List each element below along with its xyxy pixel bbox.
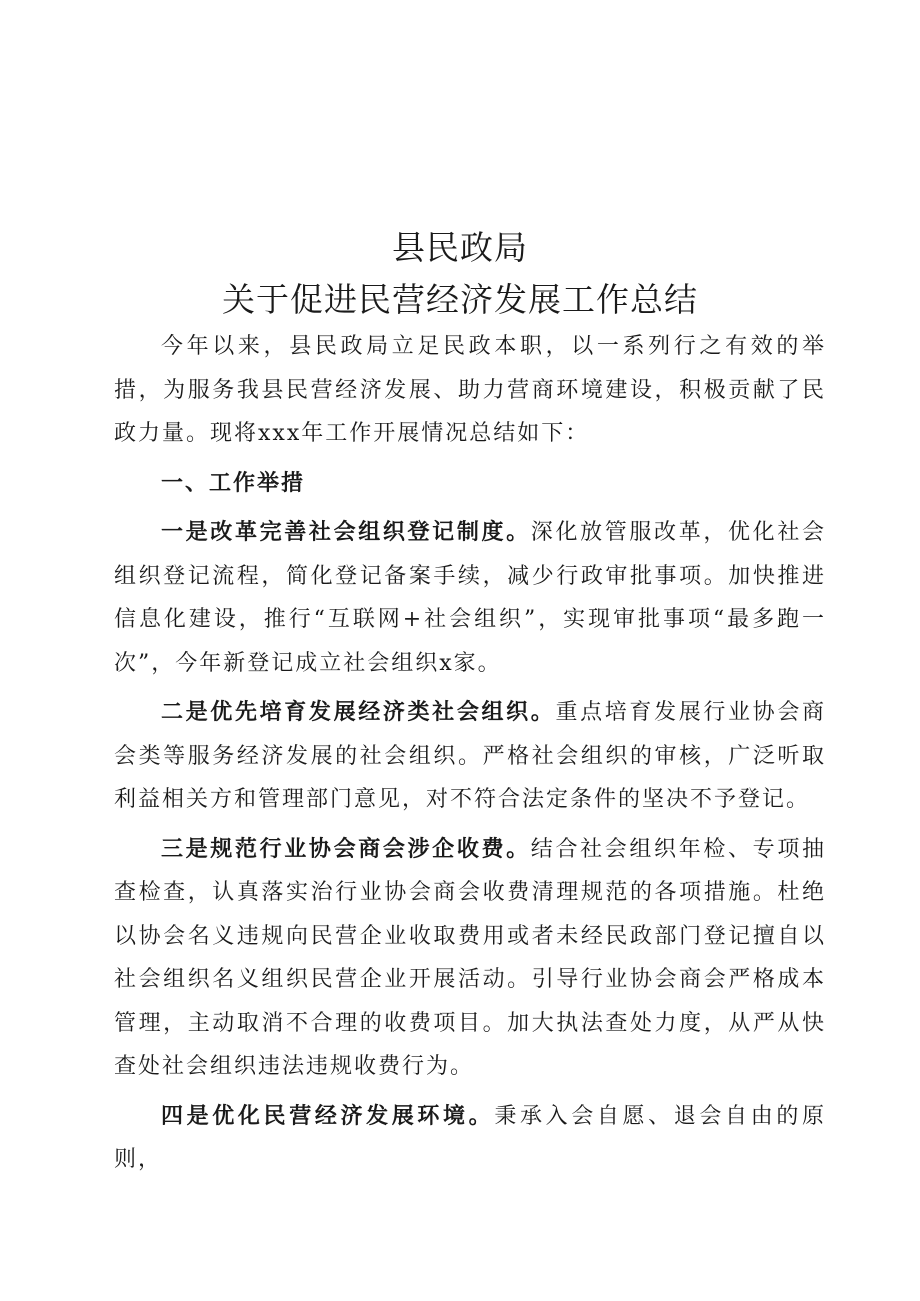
section-heading: 一、工作举措 xyxy=(161,469,306,496)
item-text: 结合社会组织年检、专项抽查检查，认真落实治行业协会商会收费清理规范的各项措施。杜绝以协会名义违规向民营企业收取费用或者未经民政部门登记擅自以社会组织名义组织民营企业开展活动。引导行业协会商会严格成本管理，主动取消不合理的收费项目。加大执法查处力度，从严从快查处社会组织违法违规收费行为。 xyxy=(114,836,826,1079)
title-line-1: 县民政局 xyxy=(392,228,528,267)
title-line-2: 关于促进民营经济发展工作总结 xyxy=(222,280,698,319)
intro-paragraph: 今年以来，县民政局立足民政本职，以一系列行之有效的举措，为服务我县民营经济发展、助力营商环境建设，积极贡献了民政力量。现将xxx年工作开展情况总结如下： xyxy=(114,334,826,446)
item-paragraph xyxy=(114,828,826,1089)
item-paragraph xyxy=(114,511,826,685)
item-lead: 四是优化民营经济发展环境。 xyxy=(161,1102,495,1129)
item-paragraph xyxy=(114,691,826,822)
item-text: 秉承入会自愿、退会自由的原则， xyxy=(114,1103,826,1172)
item-lead: 一是改革完善社会组织登记制度。 xyxy=(161,519,531,545)
item-text: 重点培育发展行业协会商会类等服务经济发展的社会组织。严格社会组织的审核，广泛听取利益相关方和管理部门意见，对不符合法定条件的坚决不予登记。 xyxy=(114,700,826,812)
item-text: 深化放管服改革，优化社会组织登记流程，简化登记备案手续，减少行政审批事项。加快推进信息化建设，推行“互联网+社会组织”，实现审批事项“最多跑一次”，今年新登记成立社会组织x家。 xyxy=(114,520,826,676)
item-paragraph xyxy=(114,1095,826,1182)
item-lead: 三是规范行业协会商会涉企收费。 xyxy=(161,835,531,862)
document-body xyxy=(114,325,826,1182)
document-title xyxy=(0,222,920,326)
item-lead: 二是优先培育发展经济类社会组织。 xyxy=(161,699,556,725)
